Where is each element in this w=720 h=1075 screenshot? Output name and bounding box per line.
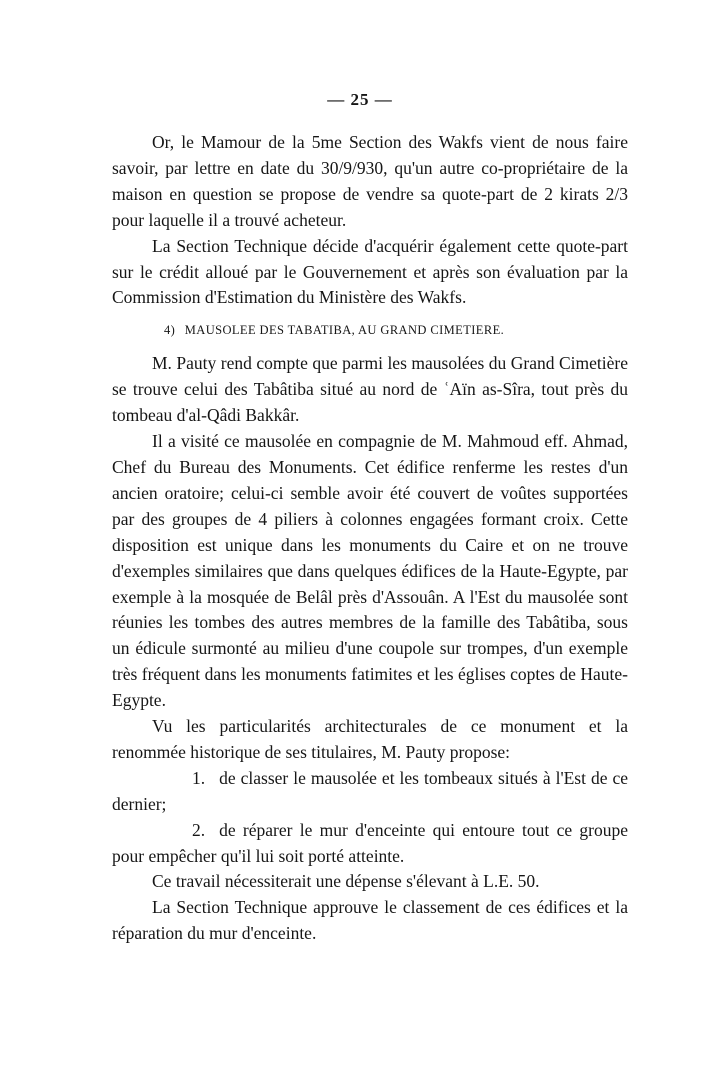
paragraph-pauty-proposal: Vu les particularités architecturales de ce monument et la renommée historique de ses titulaires, M. Pauty propose:: [112, 716, 628, 762]
list-item: [112, 818, 628, 870]
list-item: [112, 766, 628, 818]
section-heading: [112, 319, 628, 341]
paragraph-co-proprietaire: Or, le Mamour de la 5me Section des Wakfs vient de nous faire savoir, par lettre en date du 30/9/930, qu'un autre co-propriétaire de la maison en question se propose de vendre sa quote-part de 2 kirats 2/3 pour laquelle il a trouvé acheteur.: [112, 132, 628, 230]
page-number: — 25 —: [327, 90, 393, 109]
document-body: [112, 130, 628, 947]
paragraph-cost: Ce travail nécessiterait une dépense s'élevant à L.E. 50.: [152, 871, 540, 892]
paragraph-mausoleum-visit: Il a visité ce mausolée en compagnie de M. Mahmoud eff. Ahmad, Chef du Bureau des Monuments. Cet édifice renferme les restes d'un ancien oratoire; celui-ci semble avoir été couvert de voûtes supportées par des groupes de 4 piliers à colonnes engagées formant croix. Cette disposition est unique dans les monuments du Caire et on ne trouve d'exemples similaires que dans quelques édifices de la Haute-Egypte, par exemple à la mosquée de Belâl près d'Assouân. A l'Est du mausolée sont réunies les tombes des autres membres de la famille des Tabâtiba, sous un édicule surmonté au milieu d'une coupole sur trompes, d'un exemple très fréquent dans les monuments fatimites et les églises coptes de Haute-Egypte.: [112, 431, 628, 711]
list-item-text: de réparer le mur d'enceinte qui entoure tout ce groupe pour empêcher qu'il lui soit porté atteinte.: [112, 819, 628, 866]
section-number: 4): [164, 323, 176, 338]
paragraph-pauty-report: M. Pauty rend compte que parmi les mausolées du Grand Cimetière se trouve celui des Tabâtiba situé au nord de ʿAïn as-Sîra, tout près du tombeau d'al-Qâdi Bakkâr.: [112, 353, 628, 426]
paragraph-section-technique-decision: La Section Technique décide d'acquérir également cette quote-part sur le crédit alloué par le Gouvernement et après son évaluation par la Commission d'Estimation du Ministère des Wakfs.: [112, 235, 628, 308]
list-item-number: 1.: [192, 767, 206, 788]
list-item-number: 2.: [192, 819, 206, 840]
list-item-text: de classer le mausolée et les tombeaux situés à l'Est de ce dernier;: [112, 767, 628, 814]
paragraph-approval: La Section Technique approuve le classement de ces édifices et la réparation du mur d'enceinte.: [112, 897, 628, 944]
section-title: MAUSOLEE DES TABATIBA, AU GRAND CIMETIERE.: [184, 323, 505, 338]
